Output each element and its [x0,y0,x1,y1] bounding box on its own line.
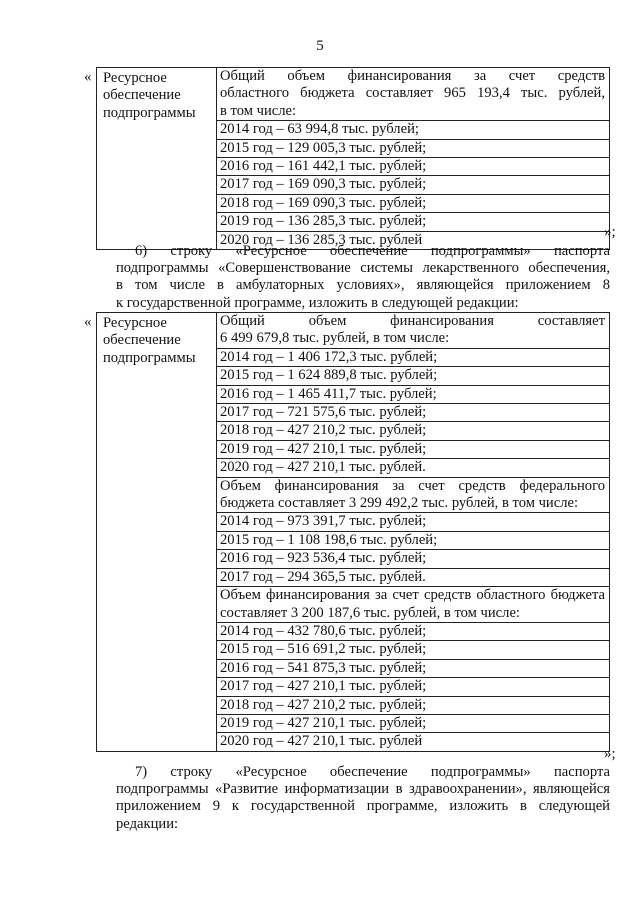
table-2-value-line: 2014 год – 1 406 172,3 тыс. рублей; [217,349,609,367]
table-2-value-line: 2017 год – 721 575,6 тыс. рублей; [217,404,609,422]
table-2-value-line: 2017 год – 427 210,1 тыс. рублей; [217,678,609,696]
table-2-value-line: 2015 год – 1 624 889,8 тыс. рублей; [217,367,609,385]
paragraph-6-line: к государственной программе, изложить в следующей редакции: [116,294,519,311]
paragraph-7-line: 7) строку «Ресурсное обеспечение подпрограммы» паспорта [135,764,610,780]
table-2-value-line: 2018 год – 427 210,2 тыс. рублей; [217,697,609,715]
table-2-value-line: 2016 год – 923 536,4 тыс. рублей; [217,550,609,568]
table-2-label-line: обеспечение [103,332,181,349]
page-number: 5 [316,38,324,54]
table-2-value-line: 2016 год – 541 875,3 тыс. рублей; [217,660,609,678]
paragraph-7-line: приложением 9 к государственной программе, изложить в следующей [116,798,610,815]
table-2-value-line: 6 499 679,8 тыс. рублей, в том числе: [217,330,609,348]
table-1-label-line: подпрограммы [103,104,196,121]
table-1-value-line: 2016 год – 161 442,1 тыс. рублей; [217,158,609,176]
table-1-label-cell [97,68,217,250]
table-1-value-line: в том числе: [217,103,609,121]
quote-close-1: »; [604,224,616,240]
table-2-value-line: 2020 год – 427 210,1 тыс. рублей. [217,459,609,477]
table-2-value-cell [217,313,610,752]
paragraph-7-line: редакции: [116,815,179,832]
table-1-value-line: 2020 год – 136 285,3 тыс. рублей [220,231,423,248]
table-1-value-line: 2017 год – 169 090,3 тыс. рублей; [217,176,609,194]
paragraph-6-line: подпрограммы «Совершенствование системы лекарственного обеспечения, [116,260,610,277]
paragraph-7 [116,764,610,833]
table-2-value-line: 2015 год – 516 691,2 тыс. рублей; [217,641,609,659]
resource-table-1 [96,67,610,250]
table-2-value-line: 2017 год – 294 365,5 тыс. рублей. [217,569,609,587]
paragraph-6-line: в том числе в амбулаторных условиях», являющейся приложением 8 [116,277,610,294]
paragraph-6-line: 6) строку «Ресурсное обеспечение подпрограммы» паспорта [135,243,610,259]
table-2-value-line: 2015 год – 1 108 198,6 тыс. рублей; [217,532,609,550]
table-2-value-line: 2014 год – 973 391,7 тыс. рублей; [217,513,609,531]
table-1-label-line: Ресурсное [103,70,167,86]
table-1-value-cell [217,68,610,250]
paragraph-6 [116,243,610,312]
quote-open-2: « [84,314,92,330]
table-1-value-line: 2019 год – 136 285,3 тыс. рублей; [217,213,609,231]
quote-open-1: « [84,69,92,85]
table-1-value-line: 2018 год – 169 090,3 тыс. рублей; [217,195,609,213]
table-1-value-line: областного бюджета составляет 965 193,4 тыс. рублей, [220,85,605,102]
table-2-value-line: 2020 год – 427 210,1 тыс. рублей [220,733,423,750]
table-2-value-line: 2019 год – 427 210,1 тыс. рублей; [217,715,609,733]
table-2-value-line: 2016 год – 1 465 411,7 тыс. рублей; [217,386,609,404]
table-1-value-line: 2014 год – 63 994,8 тыс. рублей; [217,121,609,139]
table-2-label-line: подпрограммы [103,349,196,366]
table-2-value-line: 2014 год – 432 780,6 тыс. рублей; [217,623,609,641]
table-2-value-line: 2019 год – 427 210,1 тыс. рублей; [217,441,609,459]
resource-table-2 [96,312,610,752]
table-2-value-line: 2018 год – 427 210,2 тыс. рублей; [217,422,609,440]
paragraph-7-line: подпрограммы «Развитие информатизации в здравоохранении», являющейся [116,781,610,798]
quote-close-2: »; [604,746,616,762]
table-2-label-cell [97,313,217,752]
table-2-value-line: Объем финансирования за счет средств областного бюджета составляет 3 200 187,6 тыс. рублей, в том числе: [217,587,609,623]
table-1-label-line: обеспечение [103,87,181,104]
table-2-value-line: Общий объем финансирования составляет [220,313,605,329]
table-1-value-line: Общий объем финансирования за счет средств [220,68,605,84]
table-2-label-line: Ресурсное [103,315,167,331]
table-1-value-line: 2015 год – 129 005,3 тыс. рублей; [217,140,609,158]
table-2-value-line: Объем финансирования за счет средств федерального бюджета составляет 3 299 492,2 тыс. рублей, в том числе: [217,478,609,514]
